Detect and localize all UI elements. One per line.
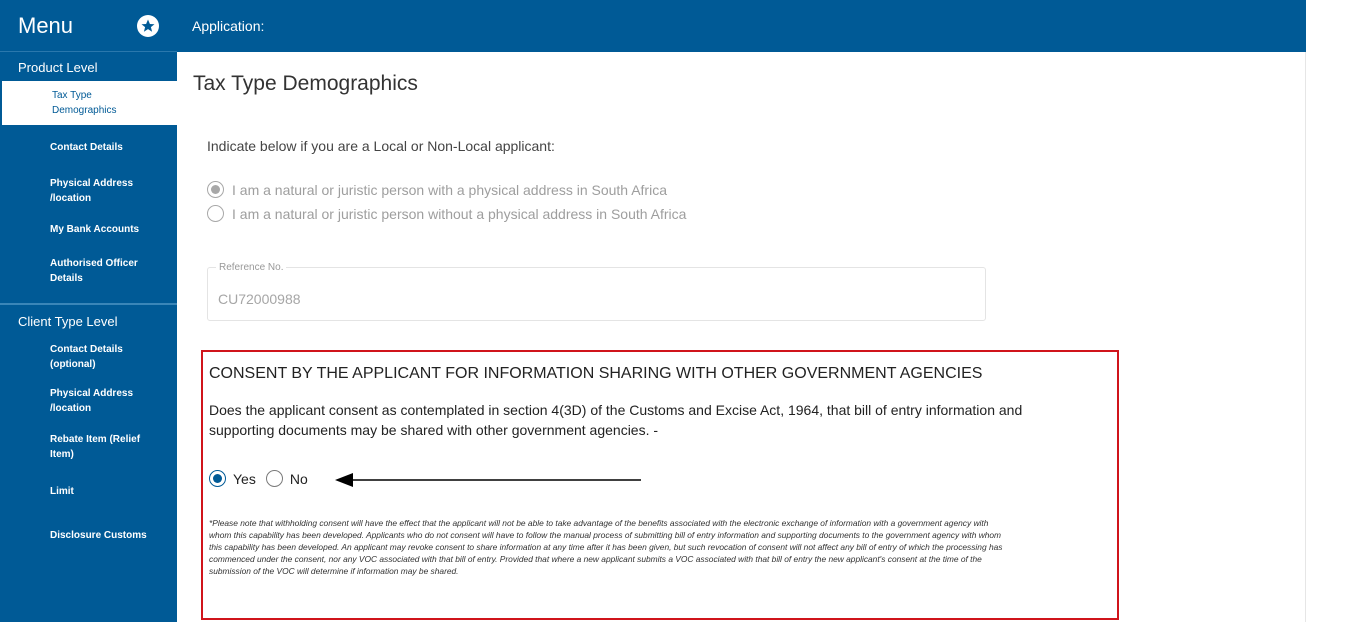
top-bar bbox=[177, 0, 1306, 52]
arrow-left-icon bbox=[335, 472, 641, 488]
consent-yes-radio[interactable] bbox=[209, 470, 226, 487]
sidebar-item-label: Physical Address /location bbox=[50, 388, 134, 414]
sidebar-item-label: My Bank Accounts bbox=[50, 223, 140, 235]
radio-button[interactable] bbox=[207, 205, 224, 222]
reference-number-value: CU72000988 bbox=[218, 291, 301, 307]
menu-title: Menu bbox=[18, 12, 74, 38]
sidebar-item-label: Tax Type Demographics bbox=[52, 90, 117, 116]
sidebar-item-rebate-item[interactable] bbox=[0, 423, 177, 471]
sidebar-item-disclosure-customs[interactable] bbox=[0, 511, 177, 559]
consent-no-radio[interactable] bbox=[266, 470, 283, 487]
sidebar-item-authorised-officer[interactable] bbox=[0, 245, 177, 297]
consent-radio-group bbox=[209, 470, 318, 487]
radio-button-selected[interactable] bbox=[207, 181, 224, 198]
sidebar-item-tax-type-demographics[interactable] bbox=[0, 81, 177, 125]
consent-note: *Please note that withholding consent will have the effect that the applicant will not be able to take advantage of the benefits associated with the electronic exchange of information with a government agency with whom this capability has been developed. Applicants who do not consent will have to follow the manual process of submitting bill of entry information and supporting documents to the government agency with whom this capability has been developed. An applicant may revoke consent to share information at any time after it has been given, but such revocation of consent will not affect any bill of entry of which the processing has commenced under the consent, nor any VOC associated with that bill of entry. Provided that where a new applicant submits a VOC associated with that bill of entry the new applicant's consent at the time of the submission of the VOC will determine if information may be shared. bbox=[209, 518, 1003, 576]
page-title: Tax Type Demographics bbox=[193, 72, 418, 95]
star-icon[interactable] bbox=[137, 15, 159, 37]
radio-dot bbox=[211, 185, 220, 194]
section-product-level: Product Level bbox=[18, 60, 98, 75]
sidebar-item-contact-details[interactable] bbox=[0, 125, 177, 169]
consent-no-label: No bbox=[289, 470, 308, 487]
section-client-type-level: Client Type Level bbox=[0, 303, 177, 335]
radio-dot bbox=[213, 474, 222, 483]
consent-title: CONSENT BY THE APPLICANT FOR INFORMATION SHARING WITH OTHER GOVERNMENT AGENCIES bbox=[209, 365, 983, 382]
consent-section bbox=[201, 350, 1119, 620]
local-applicant-label: I am a natural or juristic person with a physical address in South Africa bbox=[232, 181, 667, 198]
sidebar-item-label: Contact Details bbox=[50, 141, 123, 153]
sidebar bbox=[0, 0, 177, 622]
consent-question: Does the applicant consent as contemplated in section 4(3D) of the Customs and Excise Act, 1964, that bill of entry information and supporting documents may be shared with other government agencies. - bbox=[209, 402, 1023, 438]
applicant-type-prompt: Indicate below if you are a Local or Non-Local applicant: bbox=[207, 138, 555, 154]
application-label: Application: bbox=[192, 18, 265, 34]
sidebar-item-label: Rebate Item (Relief Item) bbox=[50, 434, 141, 460]
sidebar-item-label: Limit bbox=[50, 485, 74, 497]
local-applicant-option[interactable] bbox=[207, 181, 667, 198]
sidebar-item-physical-address[interactable] bbox=[0, 169, 177, 213]
sidebar-header bbox=[0, 0, 177, 52]
consent-yes-label: Yes bbox=[233, 470, 256, 487]
reference-number-label: Reference No. bbox=[216, 262, 286, 273]
reference-number-field[interactable] bbox=[207, 262, 986, 321]
sidebar-item-contact-details-optional[interactable] bbox=[0, 335, 177, 379]
sidebar-item-label: Physical Address /location bbox=[50, 178, 134, 204]
sidebar-item-physical-address-client[interactable] bbox=[0, 379, 177, 423]
non-local-applicant-label: I am a natural or juristic person without a physical address in South Africa bbox=[232, 205, 687, 222]
non-local-applicant-option[interactable] bbox=[207, 205, 686, 222]
sidebar-item-limit[interactable] bbox=[0, 471, 177, 511]
main-content bbox=[177, 52, 1306, 622]
sidebar-item-label: Contact Details (optional) bbox=[50, 344, 123, 370]
sidebar-item-my-bank-accounts[interactable] bbox=[0, 213, 177, 245]
sidebar-item-label: Disclosure Customs bbox=[50, 529, 147, 541]
sidebar-item-label: Authorised Officer Details bbox=[50, 258, 138, 284]
